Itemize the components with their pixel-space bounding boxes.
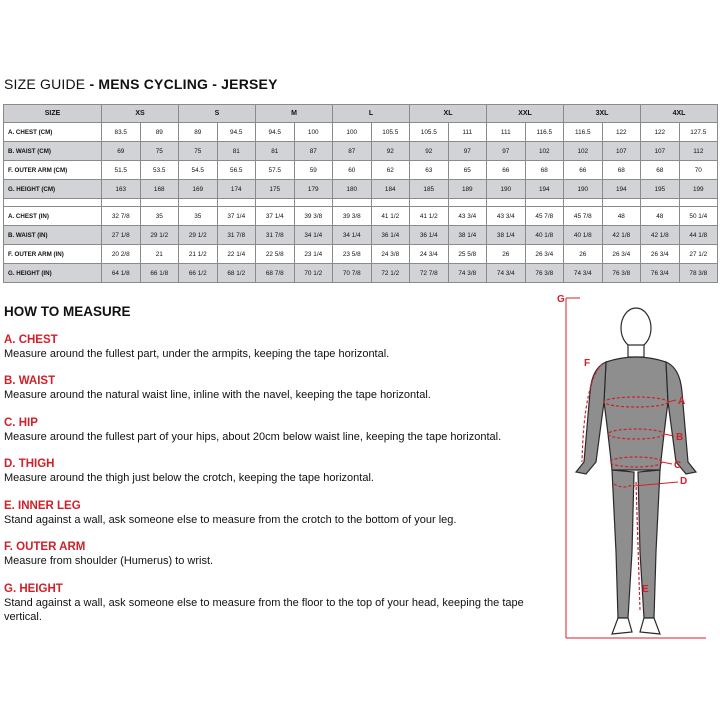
torso-shape: [604, 357, 668, 470]
table-cell: 39 3/8: [333, 207, 372, 226]
figure-label-e: E: [642, 584, 649, 595]
table-cell: 26 3/4: [602, 245, 641, 264]
figure-label-c: C: [674, 460, 682, 471]
table-cell: 92: [371, 142, 410, 161]
table-cell: 102: [525, 142, 564, 161]
measure-item: [4, 375, 544, 402]
table-cell: 48: [602, 207, 641, 226]
table-cell: 76 3/8: [525, 264, 564, 283]
table-cell: 105.5: [410, 123, 449, 142]
figure-label-d: D: [680, 476, 688, 487]
row-label: B. WAIST (IN): [4, 226, 102, 245]
table-cell: 97: [487, 142, 526, 161]
spacer-cell: [448, 199, 487, 207]
table-cell: 43 3/4: [487, 207, 526, 226]
table-cell: 68: [602, 161, 641, 180]
table-cell: 184: [371, 180, 410, 199]
spacer-cell: [564, 199, 603, 207]
measure-text: Stand against a wall, ask someone else to measure from the crotch to the bottom of your leg.: [4, 514, 457, 526]
cyclist-silhouette: [576, 308, 696, 634]
spacer-cell: [217, 199, 256, 207]
table-cell: 105.5: [371, 123, 410, 142]
table-cell: 107: [641, 142, 680, 161]
measure-text: Measure around the thigh just below the crotch, keeping the tape horizontal.: [4, 472, 374, 484]
table-cell: 57.5: [256, 161, 295, 180]
table-cell: 116.5: [564, 123, 603, 142]
measure-item: [4, 583, 544, 624]
table-cell: 42 1/8: [602, 226, 641, 245]
table-cell: 76 3/4: [641, 264, 680, 283]
table-cell: 56.5: [217, 161, 256, 180]
measure-heading: B. WAIST: [4, 375, 56, 387]
table-cell: 92: [410, 142, 449, 161]
table-cell: 31 7/8: [217, 226, 256, 245]
spacer-cell: [602, 199, 641, 207]
right-arm-shape: [576, 362, 606, 474]
spacer-cell: [179, 199, 218, 207]
body-figure-illustration: [556, 292, 720, 642]
table-cell: 32 7/8: [102, 207, 141, 226]
table-cell: 29 1/2: [179, 226, 218, 245]
table-cell: 21: [140, 245, 179, 264]
table-cell: 122: [602, 123, 641, 142]
table-cell: 74 3/4: [564, 264, 603, 283]
table-cell: 26 3/4: [641, 245, 680, 264]
spacer-cell: [140, 199, 179, 207]
table-cell: 74 3/8: [448, 264, 487, 283]
measure-item: [4, 500, 544, 527]
table-cell: 87: [294, 142, 333, 161]
table-cell: 127.5: [679, 123, 718, 142]
measure-text: Measure around the natural waist line, inline with the navel, keeping the tape horizontal.: [4, 389, 431, 401]
table-row: [4, 161, 718, 180]
table-cell: 175: [256, 180, 295, 199]
page-title: [4, 76, 278, 92]
table-cell: 24 3/4: [410, 245, 449, 264]
size-header-xs: XS: [102, 105, 179, 123]
table-row: [4, 226, 718, 245]
table-cell: 37 1/4: [256, 207, 295, 226]
table-cell: 81: [217, 142, 256, 161]
spacer-cell: [487, 199, 526, 207]
figure-label-b: B: [676, 432, 684, 443]
figure-label-g: G: [557, 294, 565, 305]
measure-heading: D. THIGH: [4, 458, 55, 470]
table-cell: 20 2/8: [102, 245, 141, 264]
spacer-cell: [641, 199, 680, 207]
neck-shape: [628, 345, 644, 357]
table-cell: 72 7/8: [410, 264, 449, 283]
table-cell: 31 7/8: [256, 226, 295, 245]
table-row: [4, 180, 718, 199]
table-cell: 199: [679, 180, 718, 199]
table-cell: 70: [679, 161, 718, 180]
table-cell: 64 1/8: [102, 264, 141, 283]
table-cell: 68 1/2: [217, 264, 256, 283]
table-cell: 63: [410, 161, 449, 180]
row-label: B. WAIST (CM): [4, 142, 102, 161]
size-header-4xl: 4XL: [641, 105, 718, 123]
spacer-cell: [679, 199, 718, 207]
table-cell: 112: [679, 142, 718, 161]
table-cell: 102: [564, 142, 603, 161]
table-cell: 94.5: [217, 123, 256, 142]
size-header-label: SIZE: [4, 105, 102, 123]
title-product: MENS CYCLING - JERSEY: [98, 76, 278, 92]
measure-item: [4, 458, 544, 485]
measure-item: [4, 334, 544, 361]
table-cell: 53.5: [140, 161, 179, 180]
table-cell: 22 5/8: [256, 245, 295, 264]
table-cell: 62: [371, 161, 410, 180]
table-cell: 27 1/8: [102, 226, 141, 245]
table-cell: 41 1/2: [410, 207, 449, 226]
title-separator: -: [85, 76, 99, 92]
table-cell: 35: [179, 207, 218, 226]
table-cell: 45 7/8: [525, 207, 564, 226]
table-cell: 26 3/4: [525, 245, 564, 264]
measure-heading: F. OUTER ARM: [4, 541, 86, 553]
table-cell: 168: [140, 180, 179, 199]
table-cell: 38 1/4: [448, 226, 487, 245]
table-cell: 29 1/2: [140, 226, 179, 245]
size-header-l: L: [333, 105, 410, 123]
table-cell: 75: [179, 142, 218, 161]
left-arm-shape: [666, 362, 696, 474]
table-cell: 35: [140, 207, 179, 226]
table-cell: 94.5: [256, 123, 295, 142]
table-cell: 54.5: [179, 161, 218, 180]
how-to-measure-title: HOW TO MEASURE: [4, 304, 131, 319]
head-shape: [621, 308, 651, 348]
table-cell: 39 3/8: [294, 207, 333, 226]
measure-heading: G. HEIGHT: [4, 583, 63, 595]
measure-text: Measure from shoulder (Humerus) to wrist.: [4, 555, 214, 567]
table-cell: 116.5: [525, 123, 564, 142]
table-cell: 76 3/8: [602, 264, 641, 283]
table-row: [4, 123, 718, 142]
measure-item: [4, 541, 544, 568]
title-prefix: SIZE GUIDE: [4, 76, 86, 92]
table-cell: 27 1/2: [679, 245, 718, 264]
left-leg-shape: [638, 470, 660, 618]
table-cell: 48: [641, 207, 680, 226]
table-cell: 37 1/4: [217, 207, 256, 226]
table-cell: 40 1/8: [525, 226, 564, 245]
table-cell: 100: [294, 123, 333, 142]
table-row: [4, 207, 718, 226]
table-cell: 185: [410, 180, 449, 199]
row-label: F. OUTER ARM (IN): [4, 245, 102, 264]
size-header-3xl: 3XL: [564, 105, 641, 123]
size-table-body: [4, 123, 718, 283]
table-cell: 66: [564, 161, 603, 180]
table-cell: 68 7/8: [256, 264, 295, 283]
table-cell: 174: [217, 180, 256, 199]
spacer-cell: [294, 199, 333, 207]
table-cell: 42 1/8: [641, 226, 680, 245]
row-label: G. HEIGHT (CM): [4, 180, 102, 199]
table-cell: 111: [487, 123, 526, 142]
table-cell: 51.5: [102, 161, 141, 180]
table-cell: 25 5/8: [448, 245, 487, 264]
table-cell: 44 1/8: [679, 226, 718, 245]
table-cell: 66 1/2: [179, 264, 218, 283]
table-cell: 81: [256, 142, 295, 161]
table-cell: 68: [641, 161, 680, 180]
right-leg-shape: [612, 470, 634, 618]
table-cell: 65: [448, 161, 487, 180]
table-cell: 78 3/8: [679, 264, 718, 283]
table-cell: 122: [641, 123, 680, 142]
table-cell: 180: [333, 180, 372, 199]
table-cell: 70 7/8: [333, 264, 372, 283]
size-header-m: M: [256, 105, 333, 123]
table-row: [4, 245, 718, 264]
table-cell: 111: [448, 123, 487, 142]
table-cell: 45 7/8: [564, 207, 603, 226]
spacer-cell: [256, 199, 295, 207]
table-cell: 195: [641, 180, 680, 199]
table-cell: 23 1/4: [294, 245, 333, 264]
right-foot-shape: [612, 618, 632, 634]
figure-label-f: F: [584, 358, 591, 369]
table-row: [4, 264, 718, 283]
table-cell: 66: [487, 161, 526, 180]
spacer-cell: [4, 199, 102, 207]
table-cell: 40 1/8: [564, 226, 603, 245]
table-cell: 189: [448, 180, 487, 199]
row-label: A. CHEST (CM): [4, 123, 102, 142]
table-cell: 75: [140, 142, 179, 161]
measure-text: Stand against a wall, ask someone else to measure from the floor to the top of your head, keeping the tape vertical.: [4, 597, 524, 623]
table-cell: 100: [333, 123, 372, 142]
table-cell: 26: [564, 245, 603, 264]
table-cell: 169: [179, 180, 218, 199]
table-cell: 68: [525, 161, 564, 180]
table-cell: 89: [179, 123, 218, 142]
size-header-xl: XL: [410, 105, 487, 123]
table-cell: 70 1/2: [294, 264, 333, 283]
left-foot-shape: [640, 618, 660, 634]
row-label: A. CHEST (IN): [4, 207, 102, 226]
table-cell: 89: [140, 123, 179, 142]
size-table: [3, 104, 718, 283]
table-cell: 66 1/8: [140, 264, 179, 283]
figure-label-a: A: [678, 396, 686, 407]
spacer-cell: [102, 199, 141, 207]
table-cell: 43 3/4: [448, 207, 487, 226]
table-cell: 26: [487, 245, 526, 264]
table-cell: 24 3/8: [371, 245, 410, 264]
spacer-cell: [333, 199, 372, 207]
table-cell: 163: [102, 180, 141, 199]
table-cell: 107: [602, 142, 641, 161]
table-cell: 38 1/4: [487, 226, 526, 245]
table-cell: 41 1/2: [371, 207, 410, 226]
table-cell: 50 1/4: [679, 207, 718, 226]
measure-heading: E. INNER LEG: [4, 500, 81, 512]
table-cell: 87: [333, 142, 372, 161]
size-header-s: S: [179, 105, 256, 123]
table-cell: 36 1/4: [410, 226, 449, 245]
table-cell: 36 1/4: [371, 226, 410, 245]
spacer-cell: [410, 199, 449, 207]
size-header-xxl: XXL: [487, 105, 564, 123]
table-cell: 23 5/8: [333, 245, 372, 264]
table-cell: 22 1/4: [217, 245, 256, 264]
table-cell: 60: [333, 161, 372, 180]
table-cell: 74 3/4: [487, 264, 526, 283]
table-cell: 21 1/2: [179, 245, 218, 264]
spacer-cell: [371, 199, 410, 207]
table-cell: 34 1/4: [333, 226, 372, 245]
table-cell: 190: [564, 180, 603, 199]
table-cell: 194: [525, 180, 564, 199]
table-cell: 59: [294, 161, 333, 180]
table-cell: 179: [294, 180, 333, 199]
table-cell: 97: [448, 142, 487, 161]
table-cell: 34 1/4: [294, 226, 333, 245]
table-cell: 194: [602, 180, 641, 199]
size-header-row: [4, 105, 718, 123]
table-cell: 69: [102, 142, 141, 161]
spacer-cell: [525, 199, 564, 207]
measure-heading: C. HIP: [4, 417, 38, 429]
measure-text: Measure around the fullest part of your hips, about 20cm below waist line, keeping the tape horizontal.: [4, 431, 502, 443]
table-cell: 72 1/2: [371, 264, 410, 283]
table-cell: 83.5: [102, 123, 141, 142]
measure-heading: A. CHEST: [4, 334, 58, 346]
row-label: F. OUTER ARM (CM): [4, 161, 102, 180]
row-label: G. HEIGHT (IN): [4, 264, 102, 283]
table-row: [4, 142, 718, 161]
table-cell: 190: [487, 180, 526, 199]
measure-item: [4, 417, 544, 444]
table-spacer-row: [4, 199, 718, 207]
measure-text: Measure around the fullest part, under the armpits, keeping the tape horizontal.: [4, 348, 390, 360]
